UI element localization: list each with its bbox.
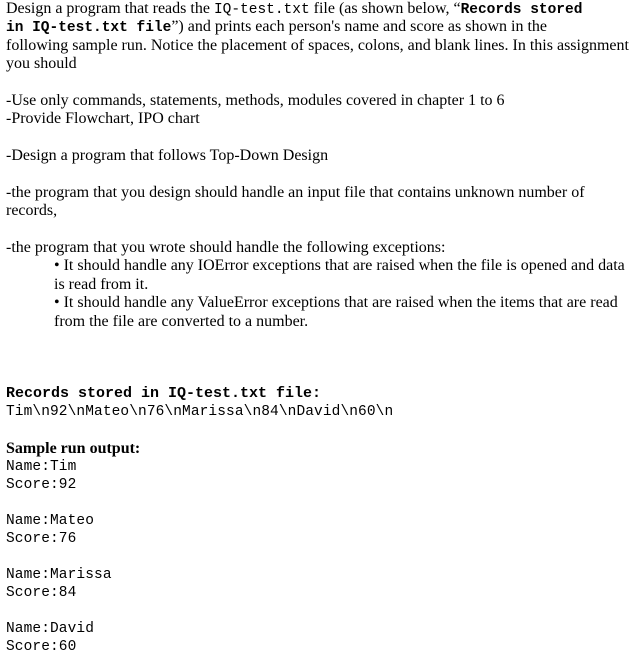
bullet-ioerror-line-1: • It should handle any IOError exceptions that are raised when the file is opened and data	[54, 257, 625, 275]
output-score-line: Score:76	[6, 531, 77, 548]
requirement-exceptions: -the program that you wrote should handle the following exceptions:	[6, 239, 446, 257]
assignment-document	[6, 0, 632, 656]
requirement-flowchart: -Provide Flowchart, IPO chart	[6, 110, 200, 128]
records-section	[6, 385, 632, 421]
intro-paragraph	[6, 0, 632, 74]
output-name-line: Name:Tim	[6, 459, 77, 476]
bullet-valueerror-line-2: from the file are converted to a number.	[54, 312, 309, 330]
bullet-valueerror-line-1: • It should handle any ValueError exceptions that are raised when the items that are read	[54, 294, 618, 312]
output-score-line: Score:84	[6, 585, 77, 602]
filename-inline: IQ-test.txt	[213, 2, 310, 18]
records-heading: Records stored in IQ-test.txt file:	[6, 385, 322, 403]
intro-line-4: you should	[6, 55, 77, 73]
output-name-line: Name:Mateo	[6, 513, 95, 530]
records-content: Tim\n92\nMateo\n76\nMarissa\n84\nDavid\n60\n	[6, 404, 394, 421]
output-name-line: Name:David	[6, 621, 95, 638]
intro-line-1: Design a program that reads the IQ-test.txt file (as shown below, “Records stored	[6, 0, 583, 18]
requirement-top-down: -Design a program that follows Top-Down Design	[6, 147, 329, 165]
sample-run-heading: Sample run output:	[6, 440, 141, 458]
requirement-unknown-records-line-1: -the program that you design should handle an input file that contains unknown number of	[6, 183, 585, 201]
intro-line-2: in IQ-test.txt file”) and prints each person's name and score as shown in the	[6, 18, 547, 37]
output-name-line: Name:Marissa	[6, 567, 112, 584]
sample-run-section	[6, 440, 632, 656]
requirement-unknown-records-line-2: records,	[6, 202, 58, 220]
output-score-line: Score:92	[6, 477, 77, 494]
requirements-list	[6, 92, 632, 331]
exceptions-bullets	[6, 257, 632, 331]
output-score-line: Score:60	[6, 639, 77, 656]
bullet-ioerror-line-2: is read from it.	[54, 275, 149, 293]
intro-line-3: following sample run. Notice the placement of spaces, colons, and blank lines. In this assignment	[6, 36, 629, 54]
requirement-chapters: -Use only commands, statements, methods, modules covered in chapter 1 to 6	[6, 91, 505, 109]
